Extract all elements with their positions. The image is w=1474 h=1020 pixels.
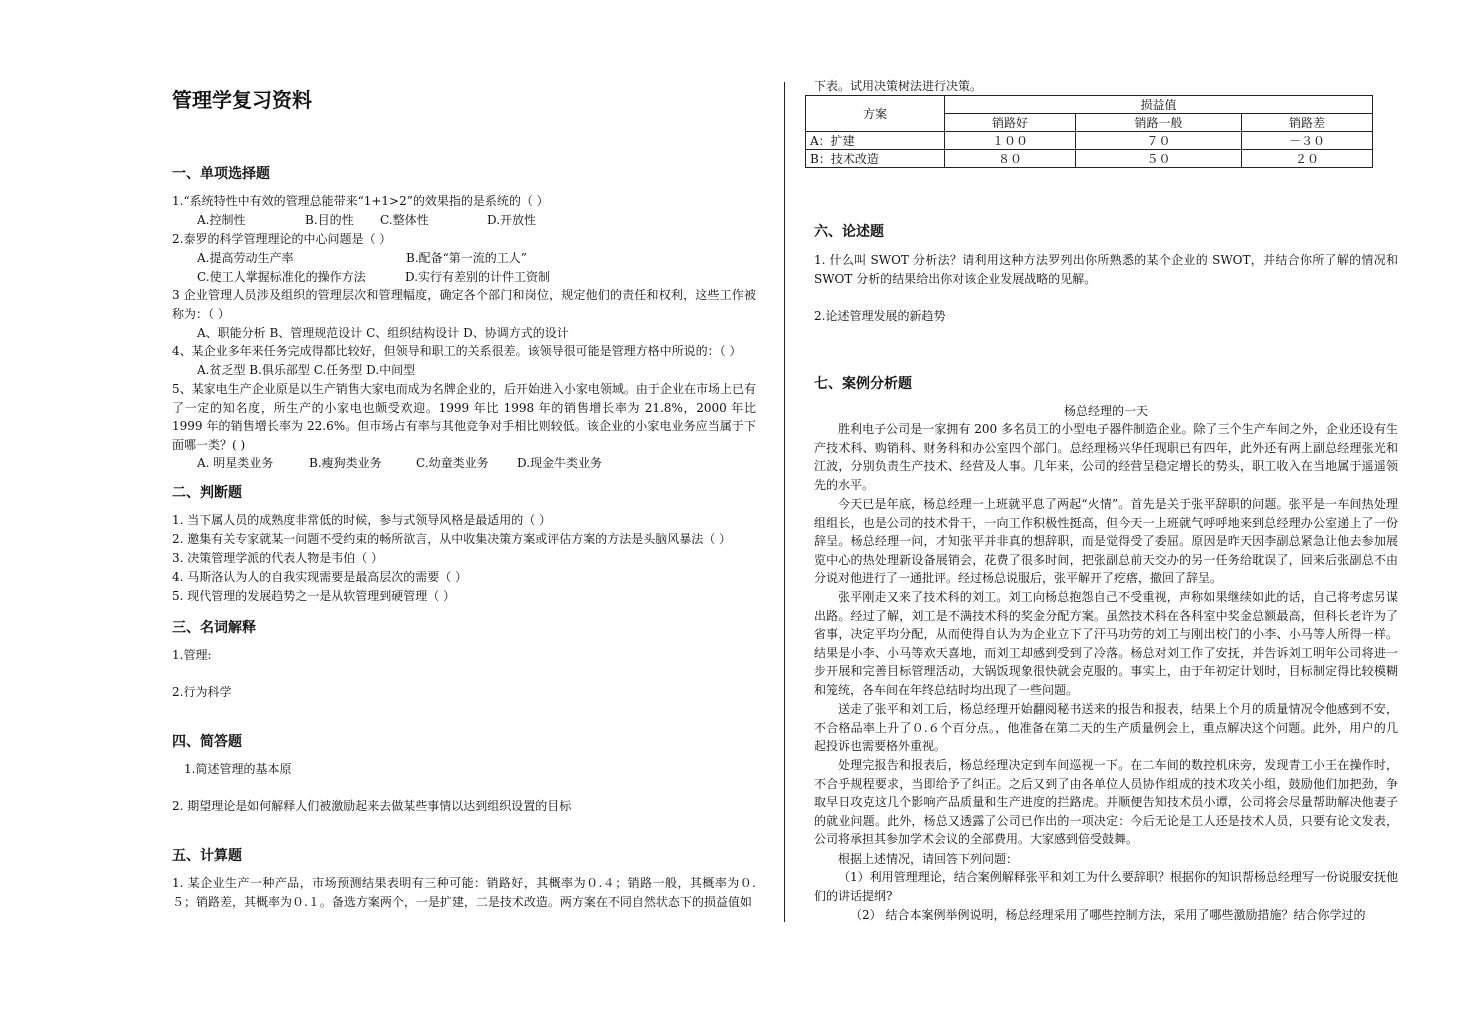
choice-q3-options: A、职能分析 B、管理规范设计 C、组织结构设计 D、协调方式的设计 <box>197 326 569 340</box>
table-col-normal: 销路一般 <box>1076 114 1242 132</box>
choice-q2-option-d: D.实行有差别的计件工资制 <box>405 270 551 284</box>
choice-q1-option-a: A.控制性 <box>197 213 246 227</box>
choice-q5-option-a: A. 明星类业务 <box>197 456 274 470</box>
case-para-3: 张平刚走又来了技术科的刘工。刘工向杨总抱怨自己不受重视，声称如果继续如此的话，自己将考虑另谋出路。经过了解，刘工是不满技术科的奖金分配方案。虽然技术科在各科室中奖金总额最高，但科长老许为了省事，决定平均分配，从而使得自认为为企业立下了汗马功劳的刘工与刚出校门的小李、小马等人所得一样。结果是小李、小马等欢天喜地，而刘工却感到受到了冷落。杨总对刘工作了安抚，并告诉刘工明年公司将进一步开展和完善目标管理活动，大锅饭现象很快就会克服的。事实上，由于年初定计划时，目标制定得比较模糊和笼统，各车间在年终总结时均出现了一些问题。 <box>814 590 1398 697</box>
table-cell-plan: A：扩建 <box>806 132 945 150</box>
case-para-2: 今天已是年底，杨总经理一上班就平息了两起“火情”。首先是关于张平辞职的问题。张平是一车间热处理组组长，也是公司的技术骨干，一向工作积极性挺高，但今天一上班就气呼呼地来到总经理办公室递上了一份辞呈。杨总经理一问，才知张平并非真的想辞职，而是觉得受了委屈。原因是昨天因李副总紧急让他去参加展览中心的热处理新设备展销会，花费了很多时间，把张副总前天交办的另一任务给耽误了，回来后张副总不由分说对他进行了一通批评。经过杨总说服后，张平解开了疙瘩，撤回了辞呈。 <box>814 497 1398 586</box>
section-heading-calc: 五、计算题 <box>172 848 242 864</box>
case-title: 杨总经理的一天 <box>1063 404 1148 418</box>
table-cell: ５０ <box>1076 150 1242 168</box>
table-cell: １００ <box>945 132 1076 150</box>
table-cell: ２０ <box>1241 150 1372 168</box>
table-header-value: 损益值 <box>945 96 1373 114</box>
choice-q4-options: A.贫乏型 B.俱乐部型 C.任务型 D.中间型 <box>197 363 416 377</box>
choice-q2-option-b: B.配备“第一流的工人” <box>406 251 527 265</box>
short-q1: 1.简述管理的基本原 <box>184 762 292 776</box>
section-heading-case: 七、案例分析题 <box>814 376 912 392</box>
choice-q2-option-c: C.使工人掌握标准化的操作方法 <box>197 270 366 284</box>
term-q1: 1.管理: <box>172 648 212 662</box>
choice-q5-option-c: C.幼童类业务 <box>416 456 489 470</box>
case-para-1: 胜利电子公司是一家拥有 200 多名员工的小型电子器件制造企业。除了三个生产车间之外，企业还设有生产技术科、购销科、财务科和办公室四个部门。总经理杨兴华任现职已有四年，此外还有两上副总经理张光和江波，分别负责生产技术、经营及人事。几年来，公司的经营呈稳定增长的势头，职工收入在当地属于遥遥领先的水平。 <box>814 422 1398 492</box>
case-prompt: 根据上述情况，请回答下列问题： <box>838 852 1019 866</box>
payoff-table <box>805 95 1373 168</box>
calc-q1-continued: 下表。试用决策树法进行决策。 <box>814 79 983 93</box>
judge-q3: 3. 决策管理学派的代表人物是韦伯（ ） <box>172 551 384 565</box>
calc-q1: 1. 某企业生产一种产品，市场预测结果表明有三种可能：销路好，其概率为０.４；销路一般，其概率为０.５；销路差，其概率为０.１。备选方案两个，一是扩建，二是技术改造。两方案在不同自然状态下的损益值如 <box>172 876 756 909</box>
judge-q5: 5. 现代管理的发展趋势之一是从软管理到硬管理（ ） <box>172 589 456 603</box>
judge-q4: 4. 马斯洛认为人的自我实现需要是最高层次的需要（ ） <box>172 570 468 584</box>
table-cell: ７０ <box>1076 132 1242 150</box>
section-heading-choice: 一、单项选择题 <box>172 166 270 182</box>
choice-q2-option-a: A.提高劳动生产率 <box>197 251 294 265</box>
choice-q4: 4、某企业多年来任务完成得都比较好，但领导和职工的关系很差。该领导很可能是管理方格中所说的：（ ） <box>172 344 742 358</box>
choice-q1-option-b: B.目的性 <box>305 213 354 227</box>
table-row <box>806 150 1373 168</box>
choice-q5-option-d: D.现金牛类业务 <box>517 456 603 470</box>
table-row <box>806 132 1373 150</box>
choice-q1: 1.“系统特性中有效的管理总能带来“1+1>2”的效果指的是系统的（ ） <box>172 194 549 208</box>
choice-q5: 5、某家电生产企业原是以生产销售大家电而成为名牌企业的，后开始进入小家电领域。由于企业在市场上已有了一定的知名度，所生产的小家电也颇受欢迎。1999 年比 1998 年的销售增长率为 21.8%，2000 年比 1999 年的销售增长率为 22.6%。但市场占有率与其他竞争对手相比则较低。该企业的小家电业务应当属于下面哪一类？( ) <box>172 382 756 452</box>
case-q2: （2） 结合本案例举例说明，杨总经理采用了哪些控制方法，采用了哪些激励措施？结合你学过的 <box>850 908 1366 922</box>
table-col-good: 销路好 <box>945 114 1076 132</box>
table-cell: ８０ <box>945 150 1076 168</box>
table-header-plan: 方案 <box>806 96 945 132</box>
essay-q1: 1. 什么叫 SWOT 分析法？请利用这种方法罗列出你所熟悉的某个企业的 SWOT，并结合你所了解的情况和 SWOT 分析的结果给出你对该企业发展战略的见解。 <box>814 253 1398 286</box>
case-para-5: 处理完报告和报表后，杨总经理决定到车间巡视一下。在二车间的数控机床旁，发现青工小王在操作时，不合乎规程要求，当即给予了纠正。之后又到了由各单位人员协作组成的技术攻关小组，鼓励他们加把劲，争取早日攻克这几个影响产品质量和生产进度的拦路虎。并顺便告知技术员小谭，公司将会尽量帮助解决他妻子的就业问题。此外，杨总又透露了公司已作出的一项决定：今后无论是工人还是技术人员，只要有论文发表，公司将承担其参加学术会议的全部费用。大家感到倍受鼓舞。 <box>814 758 1398 847</box>
section-heading-terms: 三、名词解释 <box>172 620 256 636</box>
column-divider <box>784 82 785 922</box>
short-q2: 2. 期望理论是如何解释人们被激励起来去做某些事情以达到组织设置的目标 <box>172 799 572 813</box>
table-col-poor: 销路差 <box>1241 114 1372 132</box>
judge-q2: 2. 邀集有关专家就某一问题不受约束的畅所欲言，从中收集决策方案或评估方案的方法是头脑风暴法（ ） <box>172 532 732 546</box>
choice-q1-option-c: C.整体性 <box>380 213 429 227</box>
section-heading-judge: 二、判断题 <box>172 485 242 501</box>
choice-q5-option-b: B.瘦狗类业务 <box>309 456 382 470</box>
case-para-4: 送走了张平和刘工后，杨总经理开始翻阅秘书送来的报告和报表，结果上个月的质量情况令他感到不安，不合格品率上升了０.６个百分点。，他准备在第二天的生产质量例会上，重点解决这个问题。此外，用户的几起投诉也需要格外重视。 <box>814 702 1398 754</box>
choice-q2: 2.泰罗的科学管理理论的中心问题是（ ） <box>172 232 392 246</box>
term-q2: 2.行为科学 <box>172 685 232 699</box>
choice-q3: 3 企业管理人员涉及组织的管理层次和管理幅度，确定各个部门和岗位，规定他们的责任和权利，这些工作被称为：（ ） <box>172 288 756 321</box>
essay-q2: 2.论述管理发展的新趋势 <box>814 309 946 323</box>
case-q1: （1）利用管理理论，结合案例解释张平和刘工为什么要辞职？根据你的知识帮杨总经理写一份说服安抚他们的讲话提纲? <box>814 870 1398 903</box>
table-cell: －３０ <box>1241 132 1372 150</box>
section-heading-short: 四、简答题 <box>172 734 242 750</box>
judge-q1: 1. 当下属人员的成熟度非常低的时候，参与式领导风格是最适用的（ ） <box>172 513 552 527</box>
section-heading-essay: 六、论述题 <box>814 224 884 240</box>
table-cell-plan: B：技术改造 <box>806 150 945 168</box>
page-title: 管理学复习资料 <box>172 88 312 112</box>
choice-q1-option-d: D.开放性 <box>487 213 537 227</box>
